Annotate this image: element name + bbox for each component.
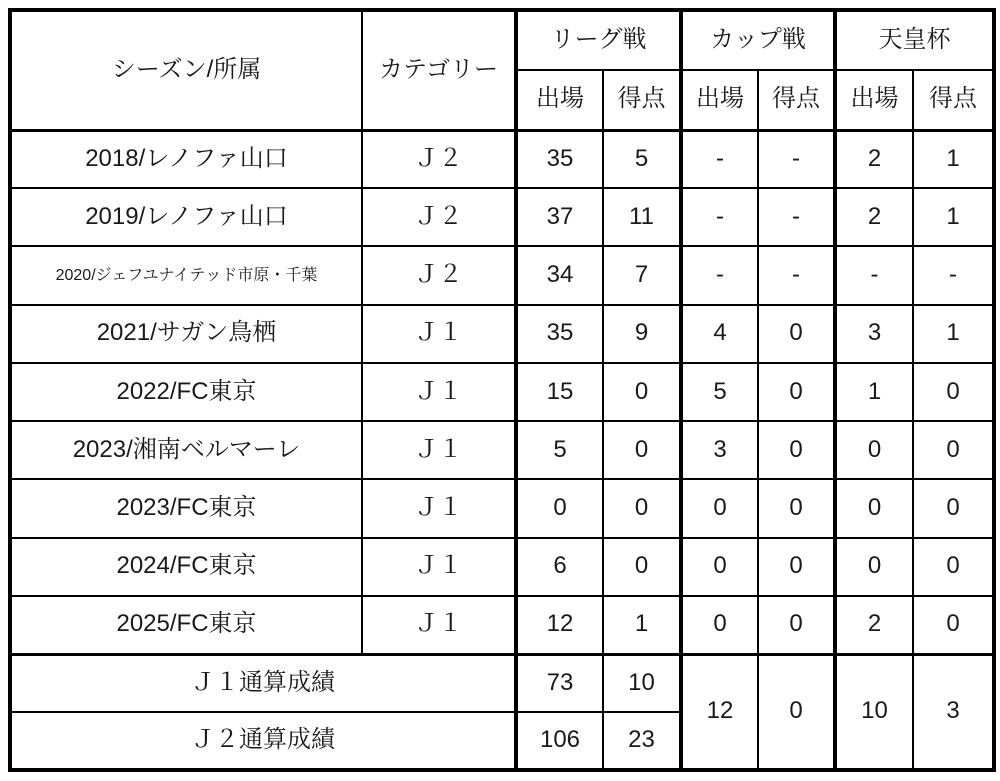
stat-cell: 3 (835, 305, 913, 363)
stat-cell: 0 (758, 479, 835, 537)
stat-cell: 0 (603, 538, 681, 596)
stat-cell: 34 (516, 246, 603, 304)
category-cell: Ｊ１ (362, 305, 516, 363)
category-cell: Ｊ２ (362, 130, 516, 188)
season-club-cell: 2024/FC東京 (10, 538, 362, 596)
total-emperor-apps-cell: 10 (835, 654, 913, 770)
stat-cell: 7 (603, 246, 681, 304)
header-emperor-apps: 出場 (835, 70, 913, 130)
header-category: カテゴリー (362, 10, 516, 130)
stat-cell: 0 (913, 479, 994, 537)
total-league-apps-cell: 106 (516, 712, 603, 770)
total-cup-apps-cell: 12 (681, 654, 758, 770)
category-cell: Ｊ１ (362, 363, 516, 421)
table-row (10, 421, 994, 479)
stat-cell: 1 (835, 363, 913, 421)
table-body (10, 130, 994, 654)
stat-cell: 5 (516, 421, 603, 479)
season-club-cell: 2023/FC東京 (10, 479, 362, 537)
stat-cell: 15 (516, 363, 603, 421)
stat-cell: - (758, 130, 835, 188)
header-group-row (10, 10, 994, 70)
stat-cell: 0 (758, 596, 835, 654)
stat-cell: 0 (913, 538, 994, 596)
total-league-goals-cell: 10 (603, 654, 681, 712)
stat-cell: 0 (913, 421, 994, 479)
season-club-cell: 2021/サガン鳥栖 (10, 305, 362, 363)
season-club-cell: 2022/FC東京 (10, 363, 362, 421)
stat-cell: - (835, 246, 913, 304)
category-cell: Ｊ２ (362, 246, 516, 304)
stat-cell: 0 (835, 479, 913, 537)
header-league: リーグ戦 (516, 10, 681, 70)
season-club-cell: 2018/レノファ山口 (10, 130, 362, 188)
season-club-cell: 2023/湘南ベルマーレ (10, 421, 362, 479)
category-cell: Ｊ２ (362, 188, 516, 246)
total-league-goals-cell: 23 (603, 712, 681, 770)
stat-cell: 0 (758, 421, 835, 479)
stat-cell: 6 (516, 538, 603, 596)
stat-cell: - (913, 246, 994, 304)
stat-cell: 0 (758, 538, 835, 596)
table-row (10, 305, 994, 363)
table-row (10, 363, 994, 421)
total-cup-goals-cell: 0 (758, 654, 835, 770)
header-cup: カップ戦 (681, 10, 835, 70)
stat-cell: 2 (835, 130, 913, 188)
header-emperor-cup: 天皇杯 (835, 10, 994, 70)
stat-cell: 0 (603, 363, 681, 421)
header-league-goals: 得点 (603, 70, 681, 130)
stat-cell: 37 (516, 188, 603, 246)
stat-cell: 0 (603, 479, 681, 537)
stat-cell: 5 (603, 130, 681, 188)
category-cell: Ｊ１ (362, 538, 516, 596)
stat-cell: 12 (516, 596, 603, 654)
total-emperor-goals-cell: 3 (913, 654, 994, 770)
stat-cell: - (681, 246, 758, 304)
stat-cell: - (681, 130, 758, 188)
stat-cell: 1 (913, 188, 994, 246)
stat-cell: 0 (681, 596, 758, 654)
table-row (10, 538, 994, 596)
header-league-apps: 出場 (516, 70, 603, 130)
season-club-cell: 2019/レノファ山口 (10, 188, 362, 246)
career-stats-table (8, 8, 996, 772)
category-cell: Ｊ１ (362, 479, 516, 537)
stat-cell: 35 (516, 130, 603, 188)
table-row (10, 479, 994, 537)
stat-cell: 2 (835, 188, 913, 246)
season-club-cell: 2025/FC東京 (10, 596, 362, 654)
stat-cell: 1 (603, 596, 681, 654)
table-row (10, 246, 994, 304)
stat-cell: 1 (913, 305, 994, 363)
stat-cell: 0 (516, 479, 603, 537)
stat-cell: 3 (681, 421, 758, 479)
total-label-cell: Ｊ２通算成績 (10, 712, 516, 770)
totals-row-j1 (10, 654, 994, 712)
stat-cell: - (681, 188, 758, 246)
category-cell: Ｊ１ (362, 421, 516, 479)
stat-cell: 0 (681, 479, 758, 537)
stat-cell: 2 (835, 596, 913, 654)
table-row (10, 596, 994, 654)
stat-cell: 0 (835, 538, 913, 596)
stat-cell: 0 (913, 363, 994, 421)
total-league-apps-cell: 73 (516, 654, 603, 712)
stat-cell: 9 (603, 305, 681, 363)
stat-cell: 5 (681, 363, 758, 421)
header-cup-apps: 出場 (681, 70, 758, 130)
stat-cell: 0 (835, 421, 913, 479)
stat-cell: 0 (913, 596, 994, 654)
category-cell: Ｊ１ (362, 596, 516, 654)
stat-cell: 35 (516, 305, 603, 363)
total-label-cell: Ｊ１通算成績 (10, 654, 516, 712)
season-club-cell: 2020/ジェフユナイテッド市原・千葉 (10, 246, 362, 304)
table-totals (10, 654, 994, 770)
header-cup-goals: 得点 (758, 70, 835, 130)
stat-cell: - (758, 246, 835, 304)
table-header (10, 10, 994, 130)
stat-cell: 11 (603, 188, 681, 246)
stat-cell: 0 (681, 538, 758, 596)
stat-cell: 4 (681, 305, 758, 363)
stat-cell: 1 (913, 130, 994, 188)
stat-cell: 0 (758, 363, 835, 421)
stat-cell: - (758, 188, 835, 246)
stat-cell: 0 (603, 421, 681, 479)
table-row (10, 188, 994, 246)
table-row (10, 130, 994, 188)
header-season-club: シーズン/所属 (10, 10, 362, 130)
stat-cell: 0 (758, 305, 835, 363)
header-emperor-goals: 得点 (913, 70, 994, 130)
